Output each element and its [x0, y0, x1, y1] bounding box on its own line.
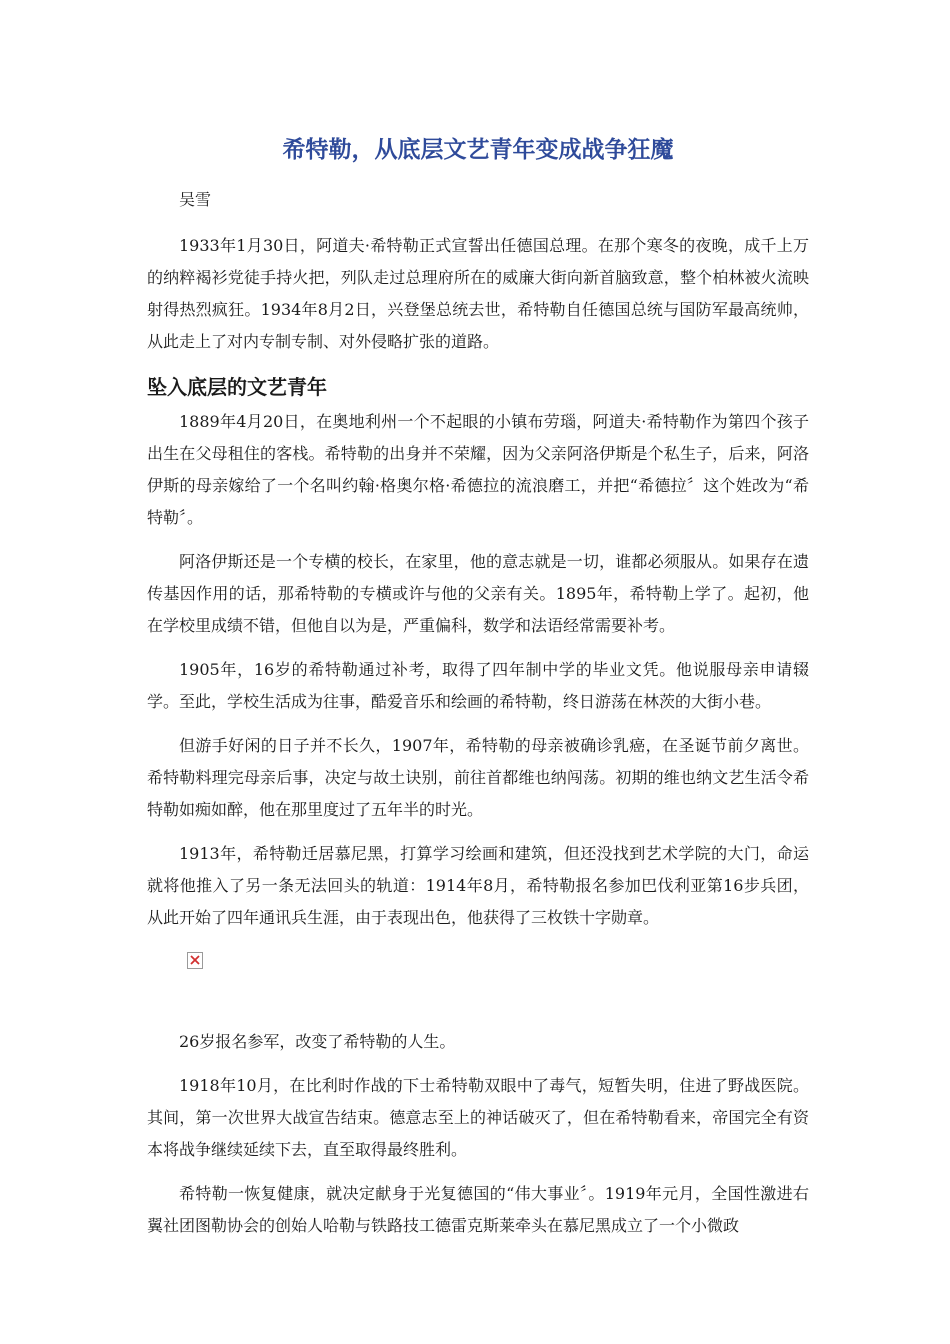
intro-paragraph: 1933年1月30日，阿道夫·希特勒正式宣誓出任德国总理。在那个寒冬的夜晚，成千上万的纳粹褐衫党徒手持火把，列队走过总理府所在的威廉大街向新首脑致意，整个柏林被火流映射得热烈疯狂。1934年8月2日，兴登堡总统去世，希特勒自任德国总统与国防军最高统帅，从此走上了对内专制专制、对外侵略扩张的道路。 [147, 236, 809, 351]
paragraph-2: 阿洛伊斯还是一个专横的校长，在家里，他的意志就是一切，谁都必须服从。如果存在遗传基因作用的话，那希特勒的专横或许与他的父亲有关。1895年，希特勒上学了。起初，他在学校里成绩不错，但他自以为是，严重偏科，数学和法语经常需要补考。 [147, 552, 809, 635]
paragraph-5: 1913年，希特勒迁居慕尼黑，打算学习绘画和建筑，但还没找到艺术学院的大门，命运就将他推入了另一条无法回头的轨道：1914年8月，希特勒报名参加巴伐利亚第16步兵团，从此开始了四年通讯兵生涯，由于表现出色，他获得了三枚铁十字勋章。 [147, 844, 809, 927]
broken-image-icon [187, 952, 203, 969]
paragraph-3: 1905年，16岁的希特勒通过补考，取得了四年制中学的毕业文凭。他说服母亲申请辍学。至此，学校生活成为往事，酷爱音乐和绘画的希特勒，终日游荡在林茨的大街小巷。 [147, 660, 809, 711]
paragraph-6: 1918年10月，在比利时作战的下士希特勒双眼中了毒气，短暂失明，住进了野战医院。其间，第一次世界大战宣告结束。德意志至上的神话破灭了，但在希特勒看来，帝国完全有资本将战争继续延续下去，直至取得最终胜利。 [147, 1076, 809, 1159]
article-author: 吴雪 [179, 190, 212, 209]
article-body [147, 130, 809, 1254]
paragraph-1: 1889年4月20日，在奥地利州一个不起眼的小镇布劳瑙，阿道夫·希特勒作为第四个孩子出生在父母租住的客栈。希特勒的出身并不荣耀，因为父亲阿洛伊斯是个私生子，后来，阿洛伊斯的母亲嫁给了一个名叫约翰·格奥尔格·希德拉的流浪磨工，并把“希德拉〞这个姓改为“希特勒〞。 [147, 412, 809, 527]
paragraph-7: 希特勒一恢复健康，就决定献身于光复德国的“伟大事业〞。1919年元月，全国性激进右翼社团图勒协会的创始人哈勒与铁路技工德雷克斯莱牵头在慕尼黑成立了一个小微政 [147, 1184, 809, 1235]
article-title: 希特勒，从底层文艺青年变成战争狂魔 [282, 137, 674, 163]
image-placeholder [187, 952, 809, 992]
section-heading: 坠入底层的文艺青年 [147, 375, 327, 399]
paragraph-4: 但游手好闲的日子并不长久，1907年，希特勒的母亲被确诊乳癌，在圣诞节前夕离世。希特勒料理完母亲后事，决定与故土诀别，前往首都维也纳闯荡。初期的维也纳文艺生活令希特勒如痴如醉，他在那里度过了五年半的时光。 [147, 736, 809, 819]
image-caption: 26岁报名参军，改变了希特勒的人生。 [179, 1032, 456, 1051]
